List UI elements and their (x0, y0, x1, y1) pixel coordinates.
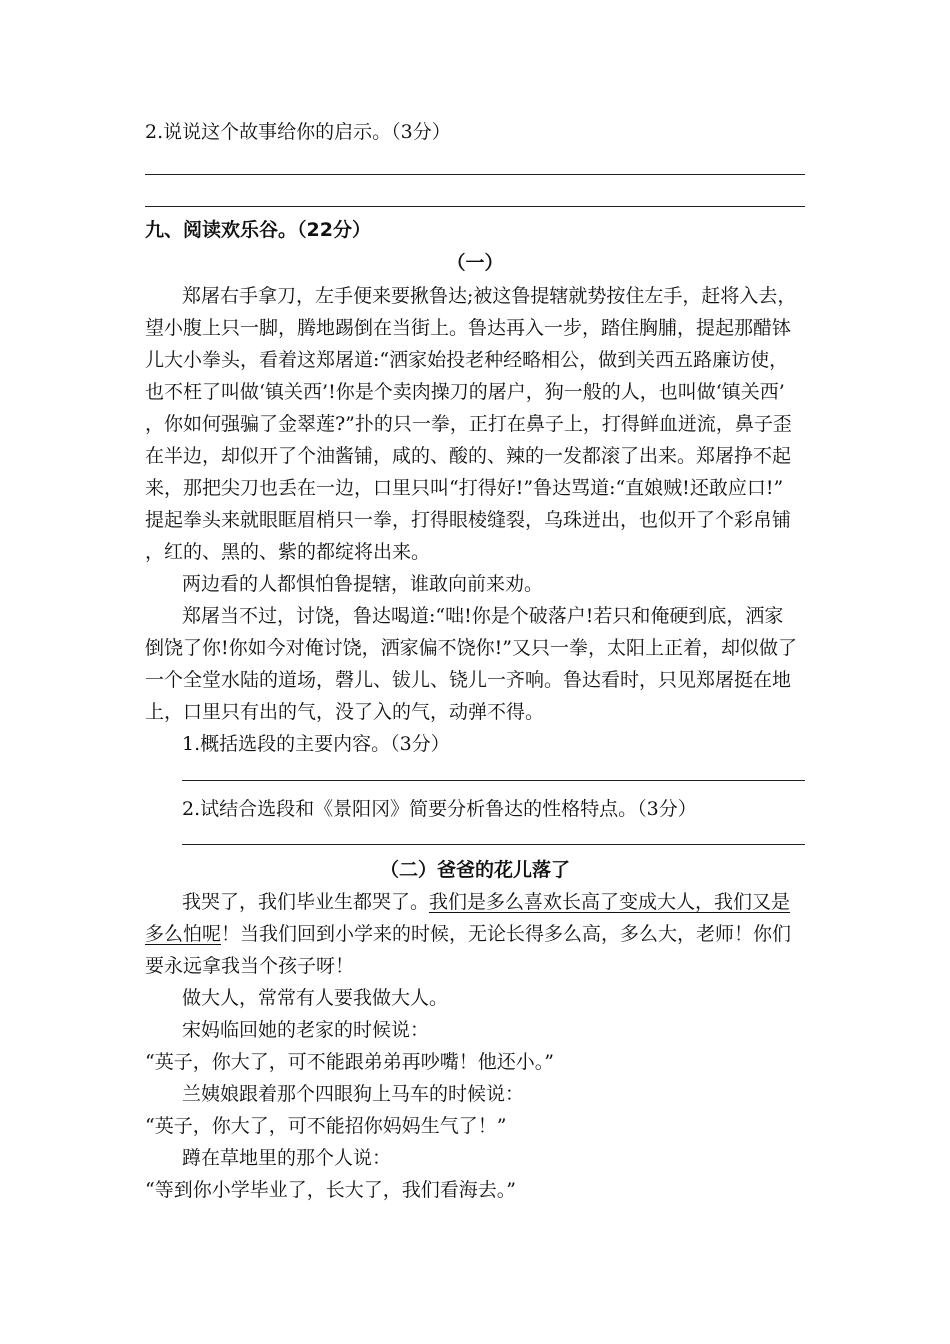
passage2-line: “英子，你大了，可不能招你妈妈生气了！” (145, 1115, 507, 1137)
passage1-line: 在半边，却似开了个油酱铺，咸的、酸的、辣的一发都滚了出来。郑屠挣不起 (145, 445, 792, 467)
answer-line (182, 780, 805, 781)
part2-heading: （二）爸爸的花儿落了 (379, 859, 570, 881)
passage1-line: 一个全堂水陆的道场，磬儿、钹儿、铙儿一齐响。鲁达看时，只见郑屠挺在地 (145, 669, 792, 691)
passage2-text: ！当我们回到小学来的时候，无论长得多么高，多么大，老师！你们 (221, 923, 792, 945)
passage1-line: 也不枉了叫做‘镇关西’!你是个卖肉操刀的屠户，狗一般的人，也叫做‘镇关西’ (145, 381, 785, 403)
passage2-line: “英子，你大了，可不能跟弟弟再吵嘴！他还小。” (145, 1051, 554, 1073)
passage2-line: 做大人，常常有人要我做大人。 (182, 987, 449, 1009)
passage1-line: 儿大小拳头，看着这郑屠道:“洒家始投老种经略相公，做到关西五路廉访使， (145, 349, 789, 371)
question-2-inspiration: 2.说说这个故事给你的启示。（3分） (145, 121, 451, 143)
passage2-line: “等到你小学毕业了，长大了，我们看海去。” (145, 1179, 516, 1201)
underlined-sentence: 多么怕呢 (145, 923, 222, 945)
passage1-line: 倒饶了你!你如今对俺讨饶，洒家偏不饶你!”又只一拳，太阳上正着，却似做了 (145, 637, 797, 659)
passage2-line: 兰姨娘跟着那个四眼狗上马车的时候说： (182, 1083, 525, 1105)
underlined-sentence: 我们是多么喜欢长高了变成大人，我们又是 (429, 891, 791, 913)
passage1-line: 提起拳头来就眼眶眉梢只一拳，打得眼棱缝裂，乌珠迸出，也似开了个彩帛铺 (145, 509, 792, 531)
passage2-line: 宋妈临回她的老家的时候说： (182, 1019, 430, 1041)
question-1-summary: 1.概括选段的主要内容。（3分） (182, 733, 450, 755)
section-title: 九、阅读欢乐谷。（22分） (145, 219, 371, 241)
part1-heading: （一） (446, 252, 504, 274)
passage2-text: 我哭了，我们毕业生都哭了。 (182, 891, 430, 913)
section-divider (145, 206, 805, 207)
passage2-line (145, 922, 805, 946)
answer-line (145, 174, 805, 175)
passage1-line: 郑屠当不过，讨饶，鲁达喝道:“咄!你是个破落户!若只和俺硬到底，洒家 (182, 605, 784, 627)
passage1-line: 来，那把尖刀也丢在一边，口里只叫“打得好!”鲁达骂道:“直娘贼!还敢应口!” (145, 477, 784, 499)
passage1-line: ，你如何强骗了金翠莲?”扑的只一拳，正打在鼻子上，打得鲜血迸流，鼻子歪 (145, 413, 792, 435)
passage2-line (182, 890, 842, 914)
question-2-character: 2.试结合选段和《景阳冈》简要分析鲁达的性格特点。（3分） (182, 798, 697, 820)
passage1-line: ，红的、黑的、紫的都绽将出来。 (145, 541, 431, 563)
passage1-line: 上，口里只有出的气，没了入的气，动弹不得。 (145, 701, 545, 723)
passage1-line: 郑屠右手拿刀，左手便来要揪鲁达;被这鲁提辖就势按住左手，赶将入去， (182, 285, 797, 307)
answer-line (182, 844, 805, 845)
passage2-line: 蹲在草地里的那个人说： (182, 1147, 392, 1169)
passage1-line: 两边看的人都惧怕鲁提辖，谁敢向前来劝。 (182, 573, 544, 595)
passage2-line: 要永远拿我当个孩子呀！ (145, 955, 355, 977)
passage1-line: 望小腹上只一脚，腾地踢倒在当街上。鲁达再入一步，踏住胸脯，提起那醋钵 (145, 317, 792, 339)
